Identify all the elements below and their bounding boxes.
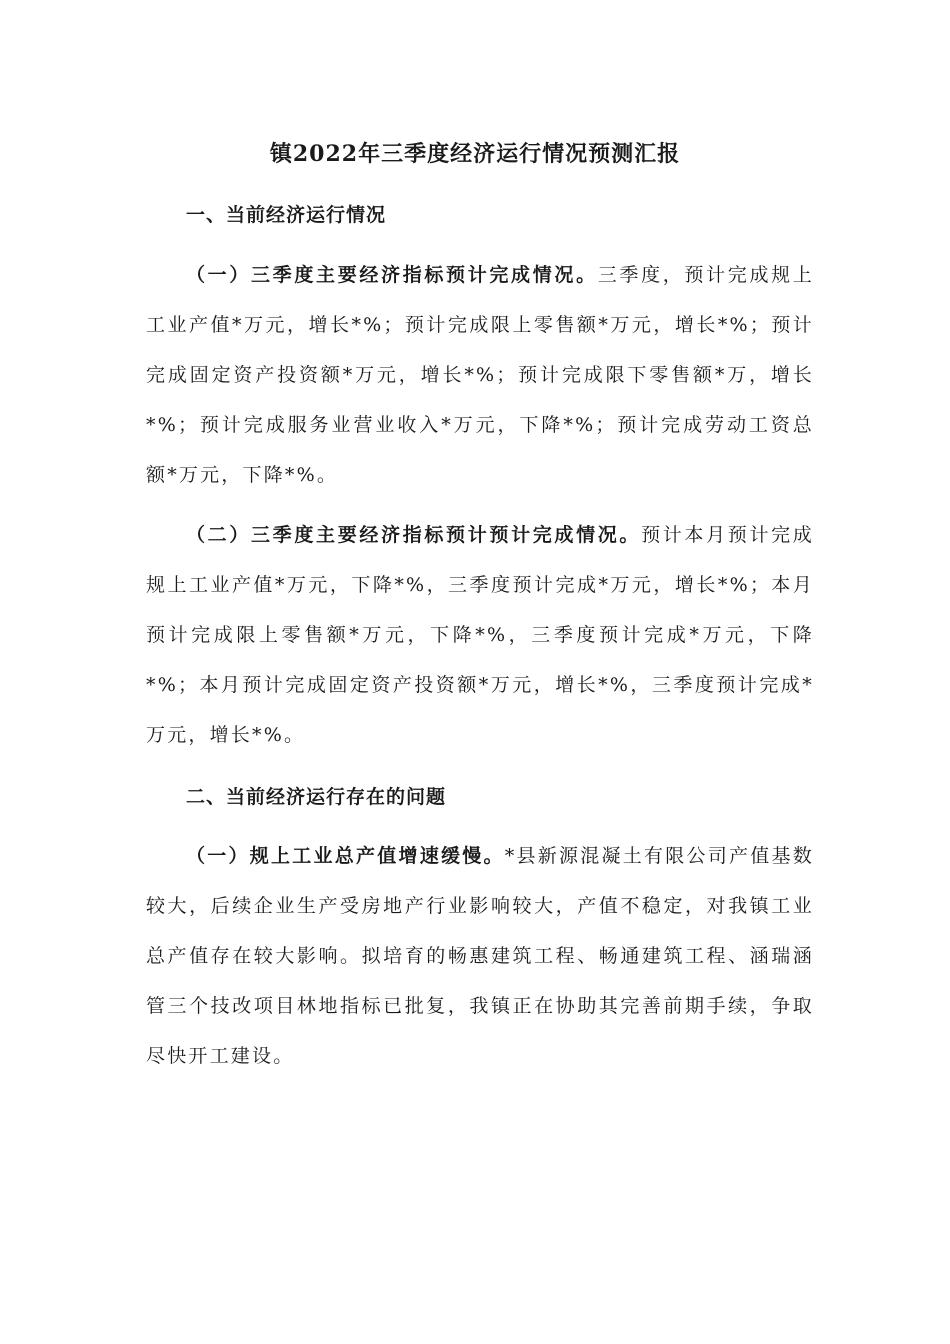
paragraph-1-2: [146, 510, 814, 760]
paragraph-body: 预计本月预计完成规上工业产值*万元，下降*%，三季度预计完成*万元，增长*%；本月预计完成限上零售额*万元，下降*%，三季度预计完成*万元，下降*%；本月预计完成固定资产投资额*万元，增长*%，三季度预计完成*万元，增长*%。: [146, 524, 814, 746]
paragraph-lead: （一）规上工业总产值增速缓慢。: [186, 845, 505, 867]
document-title: 镇2022年三季度经济运行情况预测汇报: [269, 141, 681, 167]
paragraph-1-1: [146, 250, 814, 500]
paragraph-lead: （二）三季度主要经济指标预计预计完成情况。: [186, 524, 642, 546]
paragraph-lead: （一）三季度主要经济指标预计完成情况。: [186, 264, 598, 286]
paragraph-body: *县新源混凝土有限公司产值基数较大，后续企业生产受房地产行业影响较大，产值不稳定，对我镇工业总产值存在较大影响。拟培育的畅惠建筑工程、畅通建筑工程、涵瑞涵管三个技改项目林地指标已批复，我镇正在协助其完善前期手续，争取尽快开工建设。: [146, 845, 814, 1067]
section-heading-1: 一、当前经济运行情况: [186, 204, 387, 226]
paragraph-2-1: [146, 831, 814, 1081]
paragraph-body: 三季度，预计完成规上工业产值*万元，增长*%；预计完成限上零售额*万元，增长*%；预计完成固定资产投资额*万元，增长*%；预计完成限下零售额*万，增长*%；预计完成服务业营业收入*万元，下降*%；预计完成劳动工资总额*万元，下降*%。: [146, 264, 814, 486]
section-heading-2: 二、当前经济运行存在的问题: [186, 786, 447, 808]
